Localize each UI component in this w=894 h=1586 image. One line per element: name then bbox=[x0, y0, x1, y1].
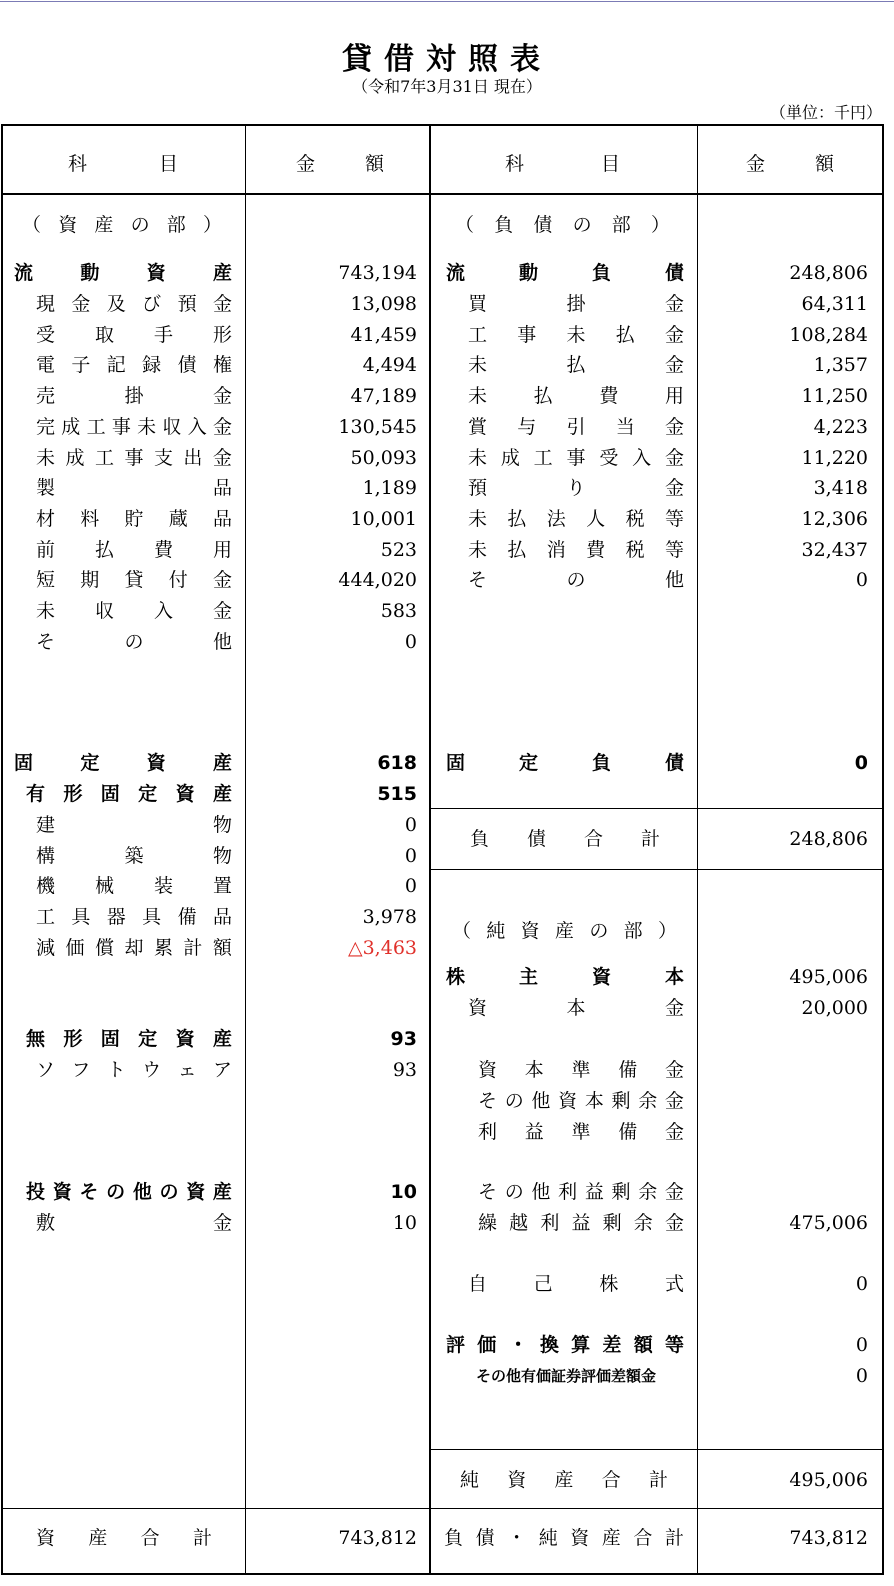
assets-total-label: 資 産 合 計 bbox=[36, 1527, 212, 1549]
assets-section-title: （ 資 産 の 部 ） bbox=[22, 214, 222, 236]
assets-intangible-value: 93 bbox=[390, 1028, 417, 1050]
assets-tangible-label: 有 形 固 定 資 産 bbox=[26, 783, 232, 805]
net-assets-section-title: （ 純 資 産 の 部 ） bbox=[452, 920, 677, 942]
legal-reserve-label: 利 益 準 備 金 bbox=[478, 1121, 684, 1143]
securities-valuation-value: 0 bbox=[855, 1365, 868, 1387]
assets-current-item-label: 受 取 手 形 bbox=[36, 323, 232, 346]
grand-total-rule bbox=[1, 1508, 884, 1509]
col-divider-1 bbox=[245, 124, 246, 1575]
liab-current-item-value: 11,250 bbox=[801, 385, 868, 408]
assets-intangible-item-value: 93 bbox=[392, 1059, 417, 1081]
liab-current-item-value: 32,437 bbox=[801, 538, 868, 561]
assets-tangible-item-label: 建 物 bbox=[36, 814, 232, 836]
valuation-label: 評 価 ・ 換 算 差 額 等 bbox=[446, 1334, 684, 1356]
liab-current-item-label: 賞 与 引 当 金 bbox=[468, 415, 684, 438]
liab-current-item-label: 未 払 法 人 税 等 bbox=[468, 507, 684, 530]
page-title: 貸借対照表 bbox=[342, 42, 552, 77]
treasury-stock-value: 0 bbox=[855, 1273, 868, 1295]
liab-current-item-label: 未 払 費 用 bbox=[468, 385, 684, 408]
net-assets-total-value: 495,006 bbox=[789, 1469, 868, 1491]
assets-tangible-item-value: △3,463 bbox=[347, 936, 417, 959]
assets-current-item-label: 電 子 記 録 債 権 bbox=[36, 354, 232, 377]
top-rule bbox=[0, 1, 894, 2]
assets-intangible-item-label: ソ フ ト ウ ェ ア bbox=[36, 1059, 232, 1081]
liab-current-item-label: 買 掛 金 bbox=[468, 293, 684, 315]
header-amount-right: 金 額 bbox=[746, 153, 834, 175]
assets-current-item-label: そ の 他 bbox=[36, 630, 232, 653]
liab-total-label: 負 債 合 計 bbox=[470, 828, 660, 850]
assets-current-item-label: 完 成 工 事 未 収 入 金 bbox=[36, 415, 232, 438]
assets-investment-item-value: 10 bbox=[392, 1212, 417, 1234]
assets-current-item-label: 現 金 及 び 預 金 bbox=[36, 293, 232, 315]
assets-current-item-label: 製 品 bbox=[36, 477, 232, 500]
equity-label: 株 主 資 本 bbox=[446, 966, 684, 988]
liab-fixed-value: 0 bbox=[854, 752, 868, 774]
assets-current-item-value: 130,545 bbox=[338, 415, 417, 438]
assets-current-item-value: 13,098 bbox=[350, 293, 417, 315]
liab-total-value: 248,806 bbox=[789, 828, 868, 850]
assets-current-item-label: 材 料 貯 蔵 品 bbox=[36, 507, 232, 530]
liab-current-item-value: 12,306 bbox=[801, 507, 868, 530]
assets-current-item-label: 前 払 費 用 bbox=[36, 538, 232, 561]
assets-current-item-value: 4,494 bbox=[362, 354, 417, 377]
liabilities-section-title: （ 負 債 の 部 ） bbox=[455, 214, 670, 236]
assets-tangible-item-label: 減 価 償 却 累 計 額 bbox=[36, 936, 232, 959]
capital-value: 20,000 bbox=[801, 997, 868, 1019]
other-retained-label: そ の 他 利 益 剰 余 金 bbox=[478, 1181, 684, 1203]
assets-investment-label: 投 資 そ の 他 の 資 産 bbox=[26, 1181, 232, 1203]
assets-current-item-label: 短 期 貸 付 金 bbox=[36, 569, 232, 592]
grand-total-label: 負 債 ・ 純 資 産 合 計 bbox=[444, 1527, 684, 1549]
liab-total-rule bbox=[430, 869, 884, 870]
assets-current-item-label: 未 収 入 金 bbox=[36, 600, 232, 622]
unit-note: （単位：千円） bbox=[769, 103, 882, 122]
assets-current-item-value: 41,459 bbox=[350, 323, 417, 346]
assets-investment-value: 10 bbox=[390, 1181, 417, 1203]
assets-tangible-item-value: 0 bbox=[404, 814, 417, 836]
liab-current-item-label: 未 払 消 費 税 等 bbox=[468, 538, 684, 561]
assets-total-value: 743,812 bbox=[338, 1527, 417, 1549]
capital-label: 資 本 金 bbox=[468, 997, 684, 1019]
liab-current-item-label: そ の 他 bbox=[468, 569, 684, 592]
other-capital-surplus-label: そ の 他 資 本 剰 余 金 bbox=[478, 1090, 684, 1112]
liab-current-item-value: 0 bbox=[855, 569, 868, 592]
assets-current-label: 流 動 資 産 bbox=[14, 262, 232, 284]
assets-current-item-value: 0 bbox=[404, 630, 417, 653]
grand-total-value: 743,812 bbox=[789, 1527, 868, 1549]
header-subject-right: 科 目 bbox=[505, 153, 620, 175]
assets-investment-item-label: 敷 金 bbox=[36, 1212, 232, 1234]
liab-current-item-value: 1,357 bbox=[813, 354, 868, 377]
assets-tangible-item-value: 0 bbox=[404, 844, 417, 867]
assets-current-item-label: 売 掛 金 bbox=[36, 385, 232, 408]
liab-fixed-rule bbox=[430, 808, 884, 809]
assets-current-item-value: 583 bbox=[380, 600, 417, 622]
assets-tangible-item-label: 機 械 装 置 bbox=[36, 875, 232, 898]
col-divider-center bbox=[429, 124, 431, 1575]
securities-valuation-label: その他有価証券評価差額金 bbox=[476, 1367, 657, 1385]
header-amount-left: 金 額 bbox=[296, 153, 384, 175]
liab-current-item-label: 預 り 金 bbox=[468, 477, 684, 500]
assets-current-item-value: 47,189 bbox=[350, 385, 417, 408]
header-subject-left: 科 目 bbox=[68, 153, 178, 175]
assets-current-item-label: 未 成 工 事 支 出 金 bbox=[36, 446, 232, 469]
valuation-value: 0 bbox=[855, 1334, 868, 1356]
equity-value: 495,006 bbox=[789, 966, 868, 988]
assets-tangible-item-label: 構 築 物 bbox=[36, 844, 232, 867]
retained-forward-label: 繰 越 利 益 剰 余 金 bbox=[478, 1212, 684, 1234]
assets-intangible-label: 無 形 固 定 資 産 bbox=[26, 1028, 232, 1050]
assets-current-value: 743,194 bbox=[338, 262, 417, 284]
assets-tangible-value: 515 bbox=[377, 783, 417, 805]
assets-fixed-value: 618 bbox=[377, 752, 417, 774]
assets-tangible-item-value: 3,978 bbox=[362, 906, 417, 929]
assets-current-item-value: 1,189 bbox=[362, 477, 417, 500]
report-date: （令和7年3月31日 現在） bbox=[352, 77, 542, 96]
liab-current-label: 流 動 負 債 bbox=[446, 262, 684, 284]
assets-tangible-item-value: 0 bbox=[404, 875, 417, 898]
liab-current-item-label: 未 払 金 bbox=[468, 354, 684, 377]
net-total-rule bbox=[430, 1449, 884, 1450]
liab-fixed-label: 固 定 負 債 bbox=[446, 752, 684, 774]
assets-current-item-value: 523 bbox=[380, 538, 417, 561]
liab-current-item-value: 3,418 bbox=[813, 477, 868, 500]
assets-fixed-label: 固 定 資 産 bbox=[14, 752, 232, 774]
retained-forward-value: 475,006 bbox=[789, 1212, 868, 1234]
col-divider-3 bbox=[697, 124, 698, 1575]
liab-current-item-value: 11,220 bbox=[801, 446, 868, 469]
header-rule bbox=[1, 193, 884, 195]
assets-current-item-value: 444,020 bbox=[338, 569, 417, 592]
treasury-stock-label: 自 己 株 式 bbox=[468, 1273, 684, 1295]
liab-current-item-label: 工 事 未 払 金 bbox=[468, 323, 684, 346]
liab-current-value: 248,806 bbox=[789, 262, 868, 284]
liab-current-item-label: 未 成 工 事 受 入 金 bbox=[468, 446, 684, 469]
liab-current-item-value: 108,284 bbox=[789, 323, 868, 346]
liab-current-item-value: 64,311 bbox=[801, 293, 868, 315]
liab-current-item-value: 4,223 bbox=[813, 415, 868, 438]
assets-tangible-item-label: 工 具 器 具 備 品 bbox=[36, 906, 232, 929]
capital-reserve-label: 資 本 準 備 金 bbox=[478, 1059, 684, 1081]
assets-current-item-value: 50,093 bbox=[350, 446, 417, 469]
net-assets-total-label: 純 資 産 合 計 bbox=[460, 1469, 668, 1491]
assets-current-item-value: 10,001 bbox=[350, 507, 417, 530]
